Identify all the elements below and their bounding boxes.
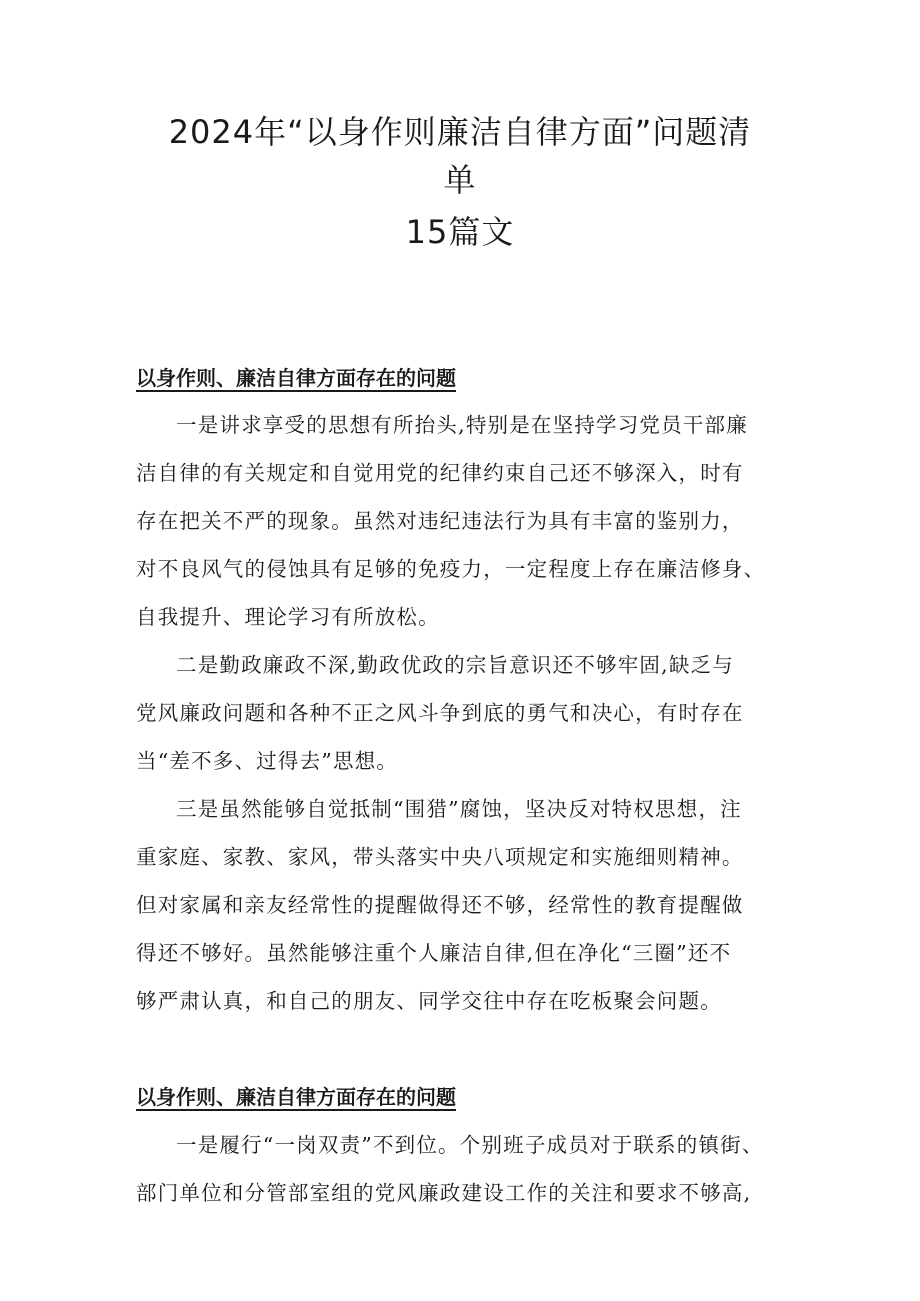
- paragraph-line: 当“差不多、过得去”思想。: [136, 749, 399, 773]
- title-line-1: 2024年“以身作则廉洁自律方面”问题清: [168, 113, 752, 151]
- paragraph-line: 洁自律的有关规定和自觉用党的纪律约束自己还不够深入，时有: [136, 461, 744, 485]
- paragraph-line: 一是讲求享受的思想有所抬头,特别是在坚持学习党员干部廉: [176, 413, 748, 437]
- title-line-3: 15篇文: [405, 213, 515, 251]
- paragraph-line: 一是履行“一岗双责”不到位。个别班子成员对于联系的镇街、: [176, 1133, 764, 1157]
- title-line-2: 单: [443, 161, 477, 199]
- section-heading-2: 以身作则、廉洁自律方面存在的问题: [136, 1085, 456, 1109]
- paragraph-line: 重家庭、家教、家风，带头落实中央八项规定和实施细则精神。: [136, 845, 744, 869]
- paragraph-line: 对不良风气的侵蚀具有足够的免疫力，一定程度上存在廉洁修身、: [136, 557, 766, 581]
- paragraph-line: 自我提升、理论学习有所放松。: [136, 605, 440, 629]
- paragraph-line: 部门单位和分管部室组的党风廉政建设工作的关注和要求不够高,: [136, 1181, 752, 1205]
- paragraph-line: 党风廉政问题和各种不正之风斗争到底的勇气和决心，有时存在: [136, 701, 744, 725]
- paragraph-line: 存在把关不严的现象。虽然对违纪违法行为具有丰富的鉴别力，: [136, 509, 744, 533]
- section-heading-1: 以身作则、廉洁自律方面存在的问题: [136, 366, 456, 390]
- paragraph-line: 二是勤政廉政不深,勤政优政的宗旨意识还不够牢固,缺乏与: [176, 653, 734, 677]
- document-title: [100, 108, 820, 256]
- paragraph-line: 得还不够好。虽然能够注重个人廉洁自律,但在净化“三圈”还不: [136, 941, 732, 965]
- paragraph-line: 但对家属和亲友经常性的提醒做得还不够，经常性的教育提醒做: [136, 893, 744, 917]
- paragraph-line: 够严肃认真，和自己的朋友、同学交往中存在吃板聚会问题。: [136, 989, 722, 1013]
- paragraph-line: 三是虽然能够自觉抵制“围猎”腐蚀，坚决反对特权思想，注: [176, 797, 742, 821]
